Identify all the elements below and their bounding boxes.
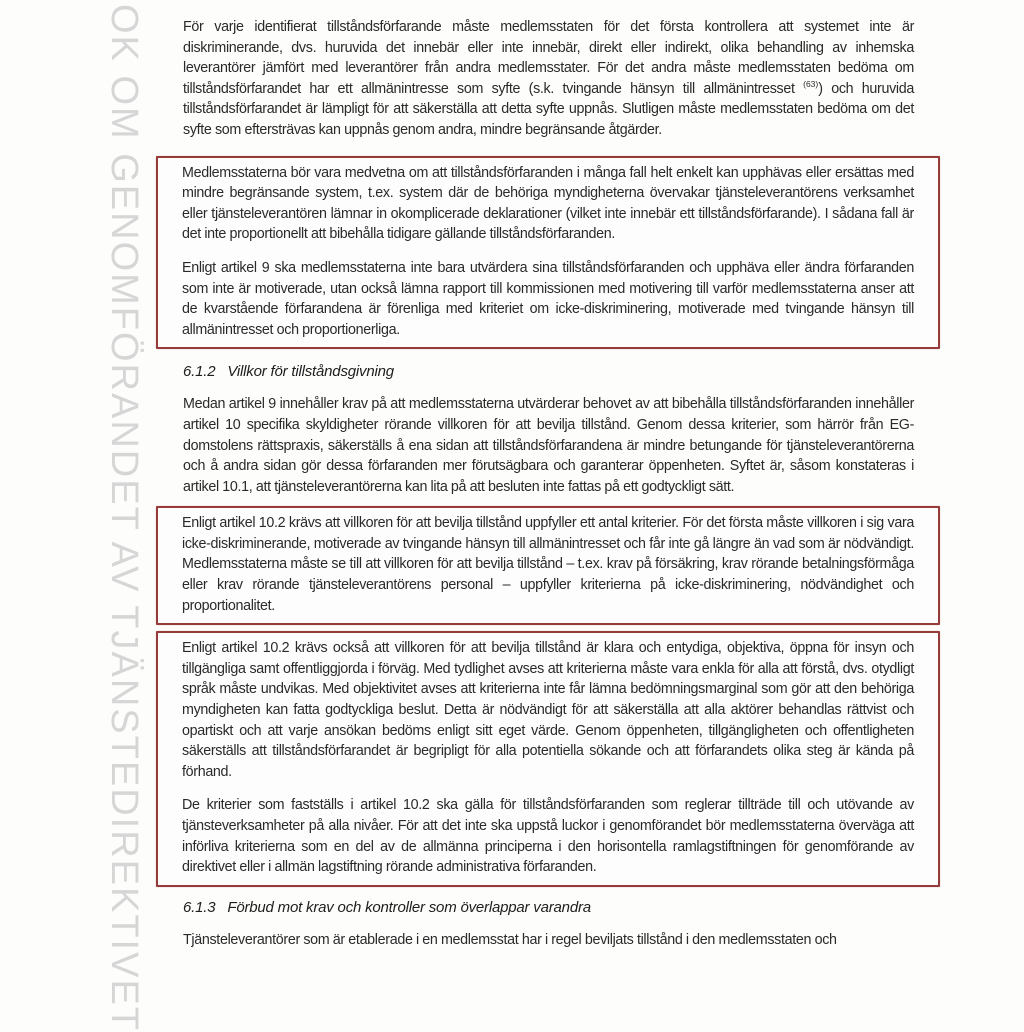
paragraph-6-1-2: Medan artikel 9 innehåller krav på att medlemsstaterna utvärderar behovet av att bibehålla tillståndsförfaranden innehåller artikel 10 specifika skyldigheter rörande villkoren för att bevilja tillstånd. Genom dessa kriterier, som härrör från EG-domstolens rättspraxis, säkerställs å ena sidan att tillståndsförfarandena är mindre betungande för tjänsteleverantörerna och å andra sidan gör dessa förfaranden mer förutsägbara och garanterar öppenheten. Syftet är, såsom konstateras i artikel 10.1, att tjänsteleverantörerna kan lita på att besluten inte fattas på ett godtyckligt sätt.	[183, 396, 914, 495]
intro-text-before-footnote: För varje identifierat tillståndsförfarande måste medlemsstaten för det första kontrollera att systemet inte är diskriminerande, dvs. huruvida det innebär eller inte innebär, direkt eller indirekt, olika behandling av inhemska leverantörer jämfört med leverantörer från andra medlemsstater. För det andra måste medlemsstaten bedöma om tillståndsförfarandet har ett allmänintresse som syfte (s.k. tvingande hänsyn till allmänintresset	[183, 19, 914, 97]
highlight-box-1-paragraph-2: Enligt artikel 9 ska medlemsstaterna inte bara utvärdera sina tillståndsförfaranden och upphäva eller ändra förfaranden som inte är motiverade, utan också lämna rapport till kommissionen med motivering till varför medlemsstaterna anser att de kvarstående förfarandena är förenliga med kriteriet om icke-diskriminering, motiverade med tvingande hänsyn till allmänintresset och proportionerliga.	[182, 259, 914, 338]
highlight-box-conditions	[156, 506, 940, 625]
section-number: 6.1.2	[183, 363, 216, 381]
highlight-box-2-paragraph-1: Enligt artikel 10.2 krävs att villkoren för att bevilja tillstånd uppfyller ett antal kriterier. För det första måste villkoren i sig vara icke-diskriminerande, motiverade av tvingande hänsyn till allmänintresset och får inte gå längre än vad som är nödvändigt. Medlemsstaterna måste se till att villkoren för att bevilja tillstånd – t.ex. krav på försäkring, krav rörande betalningsförmåga eller krav rörande tjänsteleverantörens personal – uppfyller kriterierna på icke-diskriminering, nödvändighet och proportionalitet.	[182, 515, 914, 614]
highlight-box-criteria	[156, 631, 940, 887]
section-number: 6.1.3	[183, 898, 216, 916]
section-title: Förbud mot krav och kontroller som överlappar varandra	[227, 898, 591, 916]
page-content	[183, 0, 914, 950]
section-title: Villkor för tillståndsgivning	[227, 363, 394, 381]
paragraph-6-1-3-partial: Tjänsteleverantörer som är etablerade i en medlemsstat har i regel beviljats tillstånd i den medlemsstaten och	[183, 931, 837, 948]
intro-text-after-footnote: ) och huruvida tillståndsförfarandet är lämpligt för att säkerställa att detta syfte uppnås. Slutligen måste medlemsstaten bedöma om det syfte som eftersträvas kan uppnås genom andra, mindre begränsande åtgärder.	[183, 80, 914, 138]
book-title-vertical-text: OK OM GENOMFÖRANDET AV TJÄNSTEDIREKTIVET	[103, 4, 145, 1032]
footnote-reference-63[interactable]: (63)	[803, 79, 819, 90]
section-heading-6-1-3	[183, 899, 914, 916]
highlight-box-3-paragraph-1: Enligt artikel 10.2 krävs också att villkoren för att bevilja tillstånd är klara och entydiga, objektiva, öppna för insyn och tillgängliga samt offentliggjorda i förväg. Med tydlighet avses att kriterierna måste vara enkla för alla att förstå, dvs. otydligt språk måste undvikas. Med objektivitet avses att kriterierna inte får lämna bedömningsmarginal som gör att den behöriga myndigheten kan fatta godtyckliga beslut. Detta är nödvändigt för att säkerställa att alla aktörer behandlas rättvist och opartiskt och att varje ansökan bedöms enligt sitt eget värde. Genom öppenheten, tillgängligheten och offentligheten säkerställs att tillståndsförfarandet är begripligt för alla potentiella sökande och att förfarandets olika steg är kända på förhand.	[182, 640, 914, 780]
section-heading-6-1-2	[183, 363, 914, 380]
highlight-box-1-paragraph-1: Medlemsstaterna bör vara medvetna om att tillståndsförfaranden i många fall helt enkelt kan upphävas eller ersättas med mindre begränsande system, t.ex. system där de behöriga myndigheterna övervakar tjänsteleverantörens verksamhet eller tjänsteleverantören lämnar in okomplicerade deklarationer (vilket inte innebär ett tillståndsförfarande). I sådana fall är det inte proportionellt att bibehålla tidigare gällande tillståndsförfaranden.	[182, 164, 914, 243]
highlight-box-3-paragraph-2: De kriterier som fastställs i artikel 10.2 ska gälla för tillståndsförfaranden som reglerar tillträde till och utövande av tjänsteverksamheter på alla nivåer. För att det inte ska uppstå luckor i genomförandet bör medlemsstaterna överväga att införliva kriterierna som en del av de allmänna principerna i den horisontella ramlagstiftningen för genomförande av direktivet eller i allmän lagstiftning rörande administrativa förfaranden.	[182, 797, 914, 876]
highlight-box-evaluation	[156, 156, 940, 350]
intro-paragraph	[183, 17, 914, 141]
